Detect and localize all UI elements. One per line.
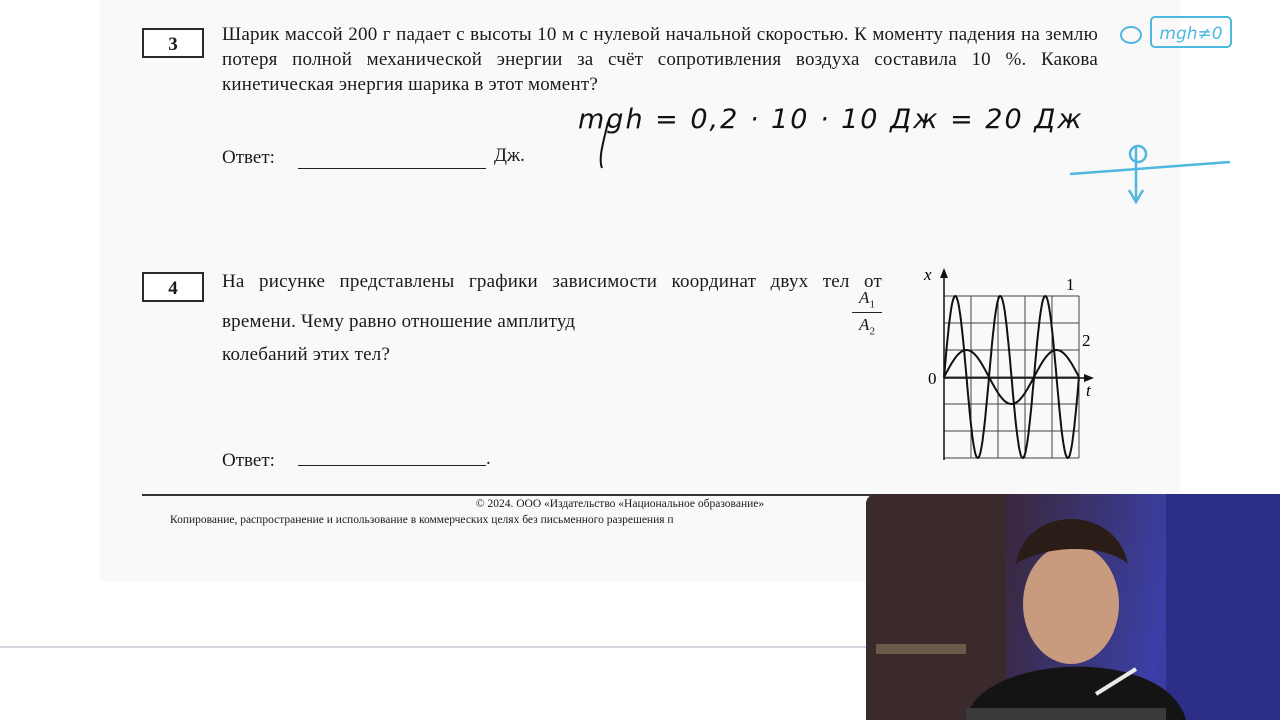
frac-numerator-sub: 1 — [869, 298, 875, 311]
curve-2-label: 2 — [1082, 331, 1091, 350]
annotation-circle — [1120, 26, 1142, 44]
task-3-answer-label: Ответ: — [222, 147, 275, 168]
oscillation-graph — [920, 262, 1100, 466]
force-arrow-sketch — [1066, 140, 1234, 210]
x-axis-label: x — [924, 265, 932, 284]
frac-denominator-sub: 2 — [869, 325, 875, 338]
copying-notice: Копирование, распространение и использование в коммерческих целях без письменного разрешения п — [170, 514, 674, 526]
task-3-unit: Дж. — [494, 145, 525, 166]
t-axis-label: t — [1086, 381, 1091, 400]
curve-1-label: 1 — [1066, 275, 1075, 294]
task-4-answer-label: Ответ: — [222, 450, 275, 471]
frac-numerator: A — [859, 288, 870, 307]
handwritten-stroke — [596, 120, 616, 172]
webcam-overlay — [866, 494, 1280, 720]
frac-denominator: A — [859, 315, 870, 335]
annotation-note: mgh≠0 — [1150, 16, 1232, 48]
handwritten-formula: mgh = 0,2 · 10 · 10 Дж = 20 Дж — [578, 104, 1084, 135]
task-4-text: На рисунке представлены графики зависимости координат двух тел от времени. Чему равно отношение амплитуд — [222, 271, 882, 332]
task-3-number: 3 — [142, 28, 204, 58]
amplitude-ratio — [852, 288, 882, 338]
x-axis-arrow — [940, 268, 948, 278]
task-3-text: Шарик массой 200 г падает с высоты 10 м с нулевой начальной скоростью. К моменту падения на землю потеря полной механической энергии за счёт сопротивления воздуха составила 10 %. Какова кинетическая энергия шарика в этот момент? — [222, 24, 1098, 95]
task-4-answer-field[interactable] — [298, 465, 486, 466]
origin-label: 0 — [928, 369, 937, 388]
task-4-number: 4 — [142, 272, 204, 302]
task-3-answer-field[interactable] — [298, 168, 486, 169]
presenter-image — [866, 494, 1280, 720]
task-4-text-end: колебаний этих тел? — [222, 344, 391, 365]
task-4-answer-end: . — [486, 448, 491, 469]
copyright-line: © 2024. ООО «Издательство «Национальное образование» — [475, 498, 765, 510]
